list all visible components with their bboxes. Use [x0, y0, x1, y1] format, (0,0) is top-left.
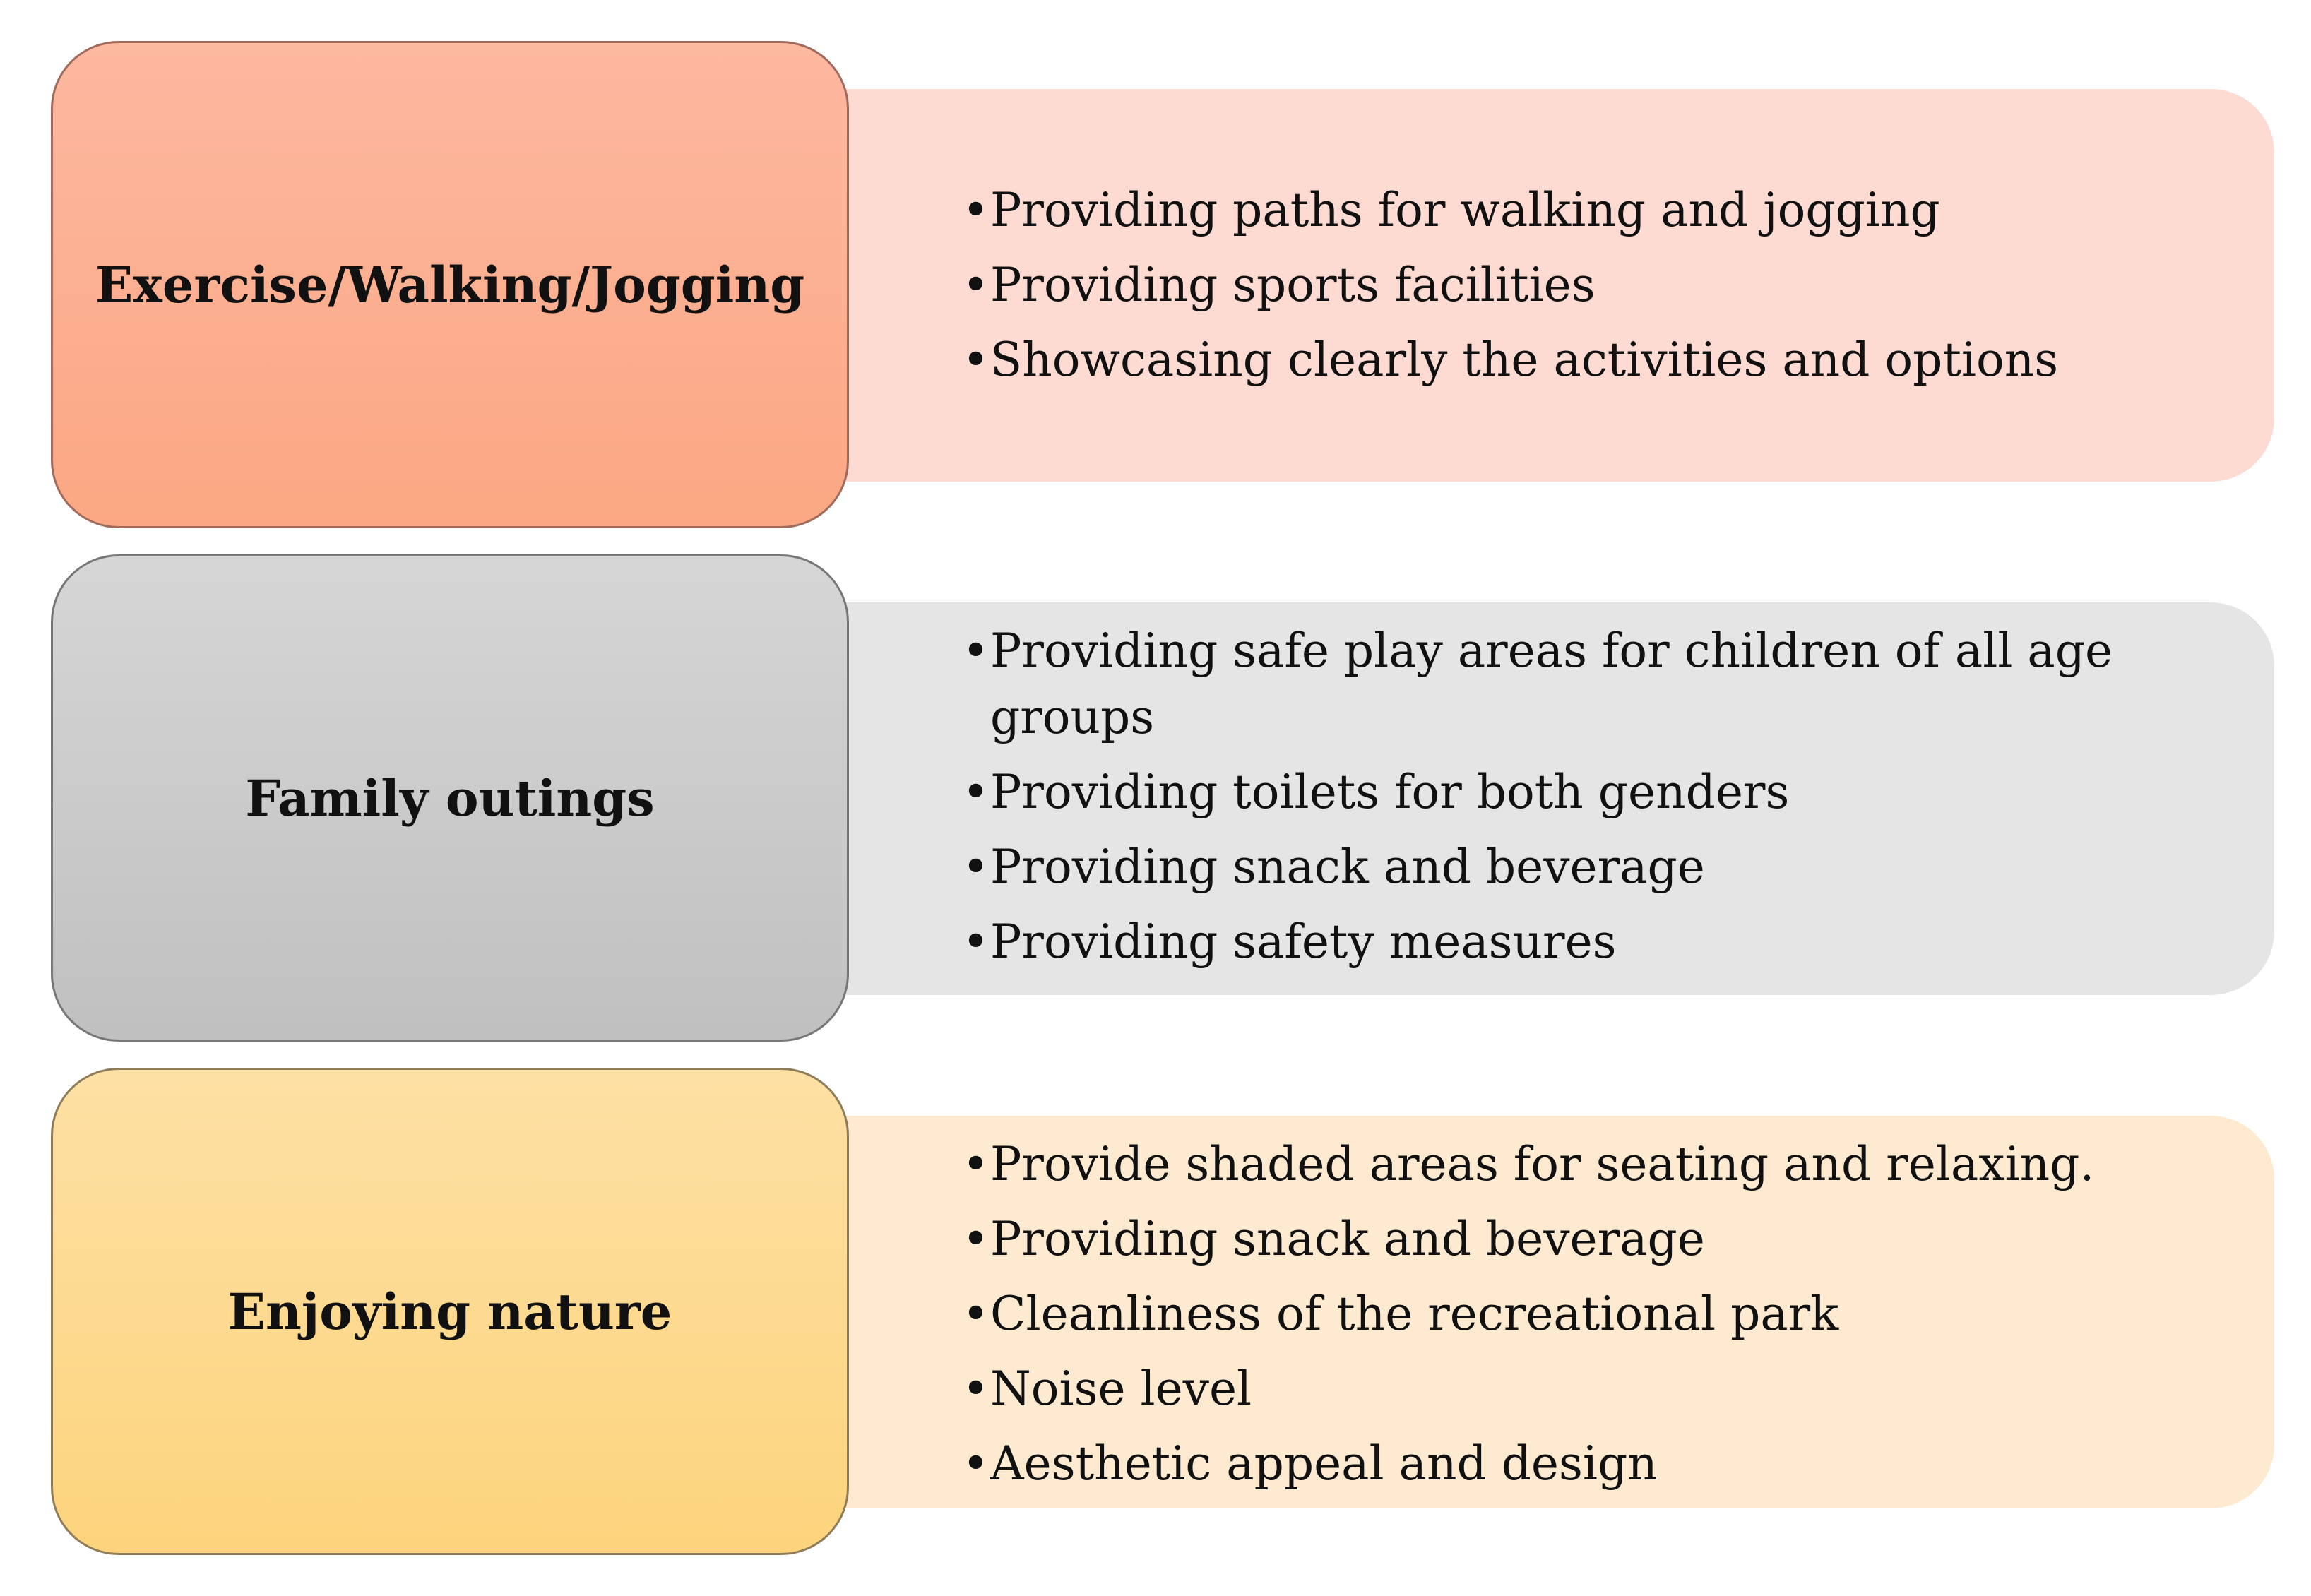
list-item-text: Cleanliness of the recreational park	[990, 1287, 1839, 1341]
detail-box-family	[798, 602, 2274, 995]
category-box-nature	[51, 1068, 849, 1555]
list-item-text: Noise level	[990, 1362, 1252, 1416]
list-item-text: Showcasing clearly the activities and options	[990, 333, 2059, 387]
list-item-text: Providing safety measures	[990, 915, 1617, 969]
list-item	[962, 909, 2168, 975]
list-item-text: Providing toilets for both genders	[990, 765, 1790, 819]
category-label: Family outings	[245, 768, 655, 828]
bullet-list	[962, 89, 2168, 482]
bullet-icon: •	[962, 258, 990, 312]
list-item	[962, 1206, 2168, 1273]
bullet-icon: •	[962, 765, 990, 819]
bullet-icon: •	[962, 1287, 990, 1341]
category-label: Exercise/Walking/Jogging	[95, 255, 805, 314]
list-item	[962, 327, 2168, 393]
list-item-text: Providing safe play areas for children of all age groups	[990, 624, 2113, 744]
bullet-icon: •	[962, 1212, 990, 1266]
list-item-text: Providing snack and beverage	[990, 840, 1705, 894]
list-item-text: Providing snack and beverage	[990, 1212, 1705, 1266]
list-item	[962, 759, 2168, 826]
bullet-icon: •	[962, 333, 990, 387]
list-item-text: Providing paths for walking and jogging	[990, 183, 1940, 237]
detail-box-nature	[798, 1116, 2274, 1508]
bullet-icon: •	[962, 1436, 990, 1491]
list-item	[962, 1131, 2168, 1198]
list-item	[962, 1356, 2168, 1422]
list-item-text: Aesthetic appeal and design	[990, 1436, 1658, 1491]
list-item	[962, 1431, 2168, 1497]
list-item	[962, 177, 2168, 244]
list-item	[962, 834, 2168, 900]
category-box-family	[51, 554, 849, 1042]
list-item	[962, 618, 2168, 751]
detail-box-exercise	[798, 89, 2274, 482]
bullet-icon: •	[962, 183, 990, 237]
list-item	[962, 1281, 2168, 1347]
category-box-exercise	[51, 41, 849, 528]
list-item-text: Provide shaded areas for seating and relaxing.	[990, 1137, 2095, 1191]
bullet-icon: •	[962, 1362, 990, 1416]
bullet-list	[962, 602, 2168, 995]
list-item-text: Providing sports facilities	[990, 258, 1596, 312]
bullet-icon: •	[962, 624, 990, 678]
bullet-list	[962, 1116, 2168, 1508]
bullet-icon: •	[962, 840, 990, 894]
bullet-icon: •	[962, 1137, 990, 1191]
list-item	[962, 252, 2168, 318]
bullet-icon: •	[962, 915, 990, 969]
category-label: Enjoying nature	[227, 1282, 672, 1341]
